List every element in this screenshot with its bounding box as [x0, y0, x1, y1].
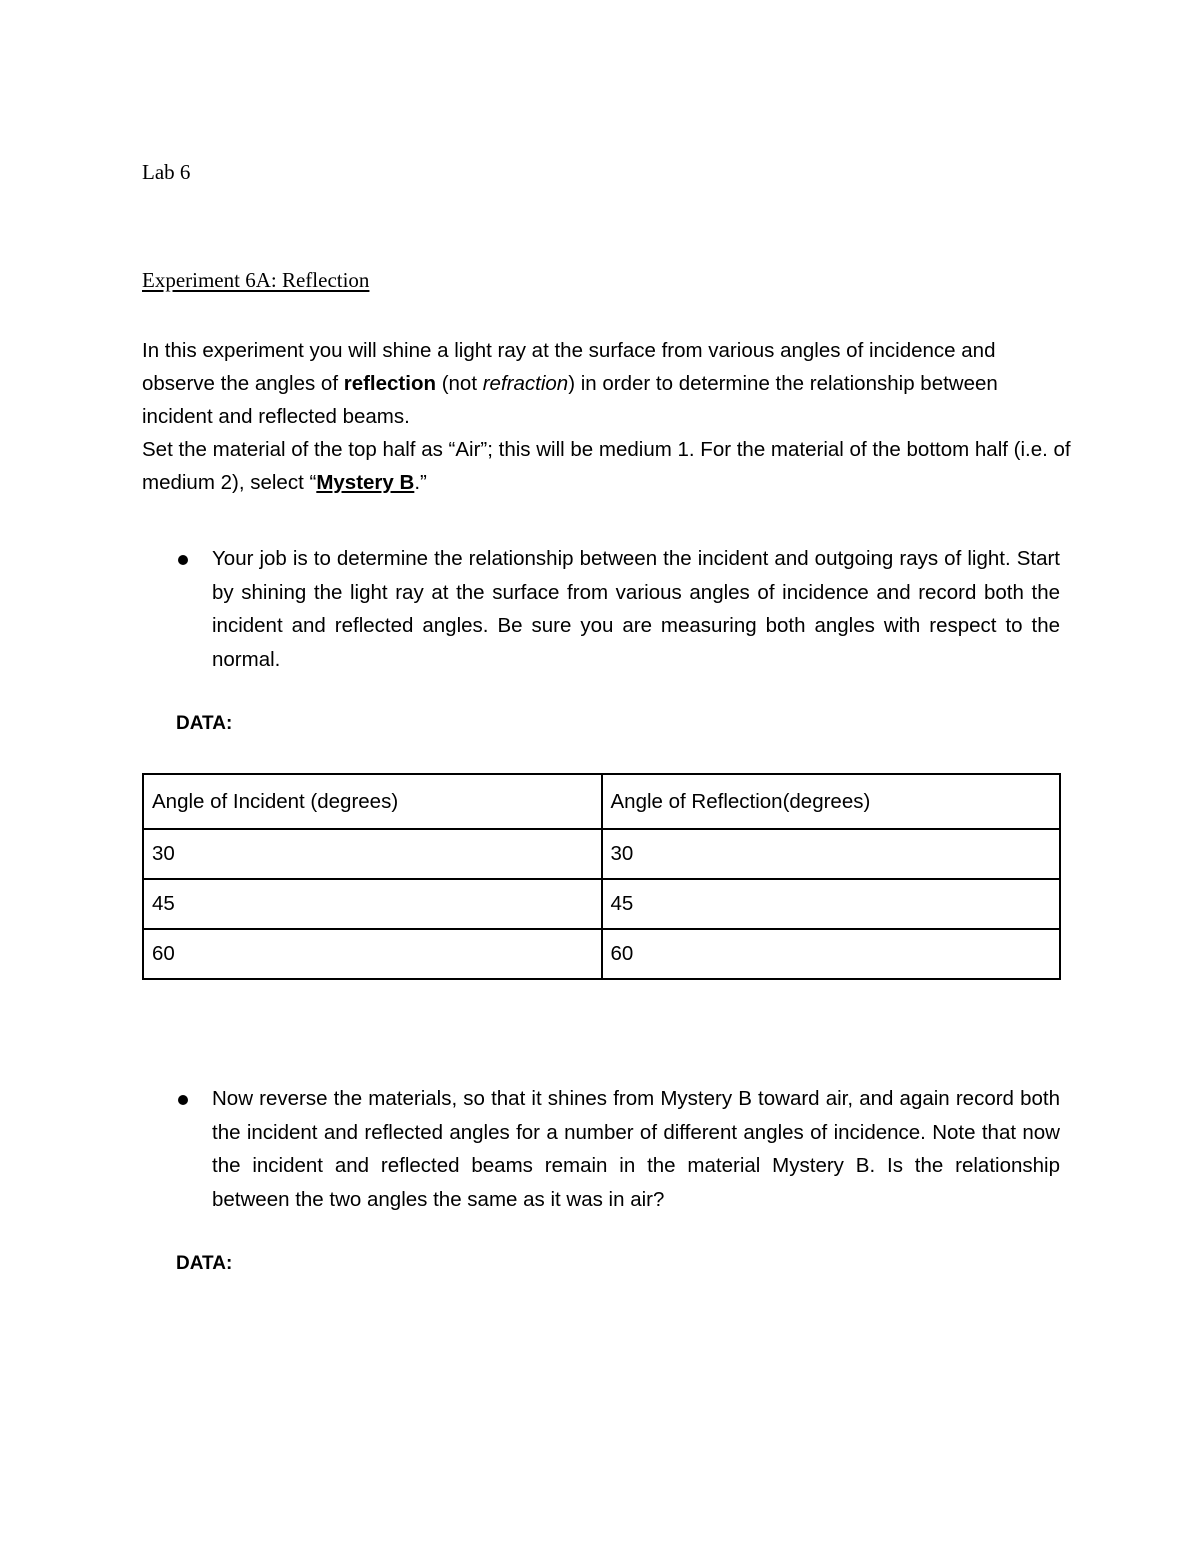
data-table: [142, 773, 1061, 980]
table-header-cell: Angle of Incident (degrees): [143, 774, 602, 829]
table-row: [143, 879, 1060, 929]
table-cell: 60: [602, 929, 1061, 979]
lab-title: Lab 6: [142, 160, 191, 184]
bullet-dot-icon: [178, 1095, 188, 1105]
reflection-emphasis: reflection: [343, 372, 436, 395]
data-label: DATA:: [176, 713, 233, 734]
intro-paragraph-2: [142, 433, 1072, 499]
table-cell: 30: [143, 829, 602, 879]
bullet-dot-icon: [178, 555, 188, 565]
table-cell: 30: [602, 829, 1061, 879]
table-cell: 60: [143, 929, 602, 979]
experiment-heading: Experiment 6A: Reflection: [142, 268, 370, 292]
intro-text-segment: (not: [436, 372, 483, 395]
intro-text-segment: .”: [414, 471, 427, 494]
intro-text-segment: In this experiment you will shine a light ray at the surface from various angles of incidence and observe the angles of: [142, 339, 996, 395]
bullet-item-2: [142, 1082, 1060, 1216]
table-header-row: [143, 774, 1060, 829]
table-row: [143, 929, 1060, 979]
table-row: [143, 829, 1060, 879]
table-cell: 45: [143, 879, 602, 929]
bullet-text: Your job is to determine the relationship between the incident and outgoing rays of light. Start by shining the light ray at the surface from various angles of incidence and record both the incident and reflected angles. Be sure you are measuring both angles with respect to the normal.: [212, 547, 1060, 671]
intro-text-segment: ) in order to determine the relationship between incident and reflected beams.: [142, 372, 998, 428]
data-label: DATA:: [176, 1253, 233, 1274]
mystery-b-emphasis: Mystery B: [316, 471, 415, 494]
intro-text: [142, 334, 1072, 499]
intro-text-segment: Set the material of the top half as “Air”; this will be medium 1. For the material of the bottom half (i.e. of medium 2), select “: [142, 438, 1071, 494]
bullet-item-1: [142, 542, 1060, 676]
refraction-emphasis: refraction: [482, 372, 569, 395]
bullet-text: Now reverse the materials, so that it shines from Mystery B toward air, and again record both the incident and reflected angles for a number of different angles of incidence. Note that now the incident and reflected beams remain in the material Mystery B. Is the relationship between the two angles the same as it was in air?: [212, 1087, 1060, 1211]
table-header-cell: Angle of Reflection(degrees): [602, 774, 1061, 829]
intro-paragraph-1: [142, 334, 1072, 433]
table-cell: 45: [602, 879, 1061, 929]
